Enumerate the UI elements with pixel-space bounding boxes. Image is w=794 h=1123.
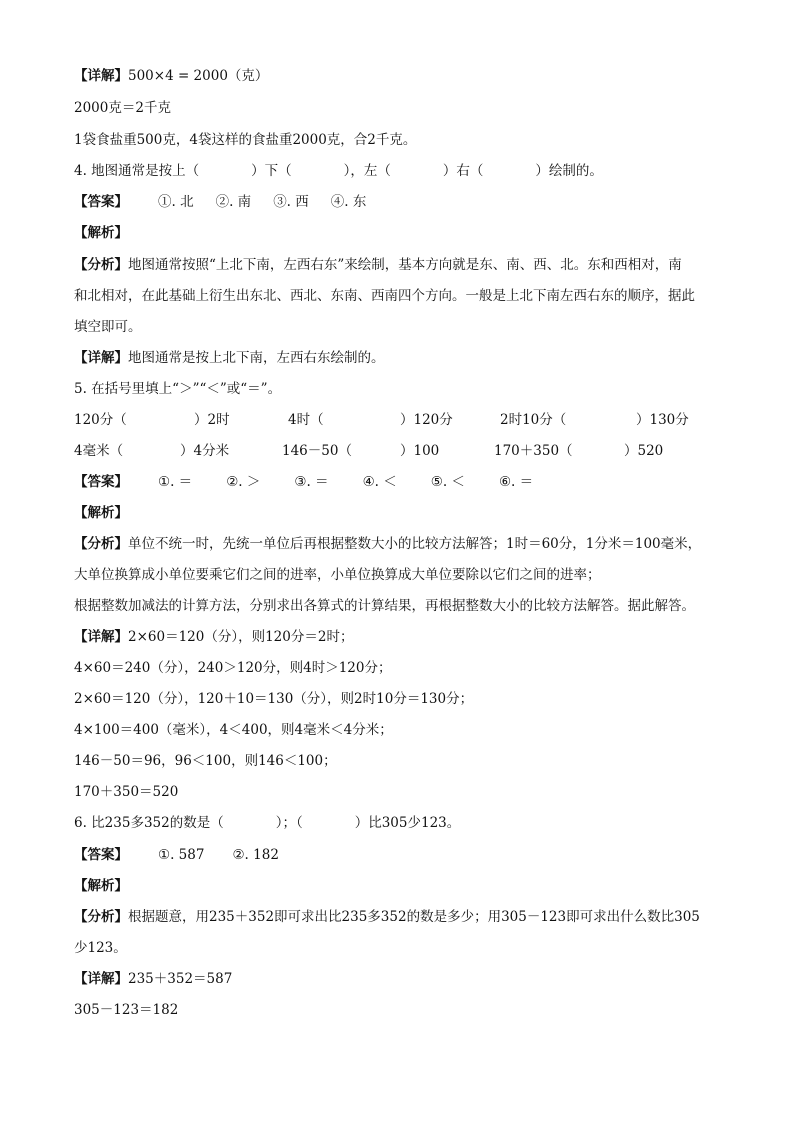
detail-tag: 【详解】	[74, 971, 128, 987]
q4-stem-part: ）右（	[442, 163, 484, 179]
q5-fenxi-1	[74, 534, 701, 554]
q5-item: ）2时	[194, 412, 230, 428]
q6-stem-part: 6. 比235多352的数是（	[74, 815, 224, 831]
answer-item: ③. 西	[273, 194, 309, 210]
q5-item: ）4分米	[180, 443, 230, 459]
detail-tag: 【详解】	[74, 68, 128, 84]
q5-item: 4时（	[288, 412, 324, 428]
q4-stem	[74, 161, 603, 181]
q4-fenxi-2: 和北相对，在此基础上衍生出东北、西北、东南、西南四个方向。一般是上北下南左西右东的顺序，据此	[74, 288, 695, 304]
q4-fenxi-3: 填空即可。	[74, 319, 142, 335]
q6-stem-part: ）；（	[275, 815, 303, 831]
q5-item: ）520	[624, 443, 664, 459]
analysis-tag: 【解析】	[74, 505, 128, 521]
q6-fenxi-2: 少123。	[74, 940, 127, 956]
answer-item: ②. 南	[215, 194, 252, 210]
q5-fenxi-2: 大单位换算成小单位要乘它们之间的进率，小单位换算成大单位要除以它们之间的进率；	[74, 567, 601, 583]
q6-fenxi-1	[74, 907, 700, 927]
answer-tag: 【答案】	[74, 194, 128, 210]
q3-detail-text: 500×4 = 2000（克）	[128, 68, 269, 84]
q5-stem: 5. 在括号里填上“＞”“＜”或“＝”。	[74, 381, 282, 397]
detail-tag: 【详解】	[74, 629, 128, 645]
answer-item: ①. 587	[158, 847, 205, 863]
q6-fenxi-text: 根据题意，用235＋352即可求出比235多352的数是多少；用305－123即可求出什么数比305	[128, 909, 700, 925]
q3-line-3: 1袋食盐重500克，4袋这样的食盐重2000克，合2千克。	[74, 132, 417, 148]
answer-item: ⑤. ＜	[430, 474, 465, 490]
q5-item: ）120分	[400, 412, 453, 428]
analysis-tag: 【解析】	[74, 225, 128, 241]
q5-fenxi-text: 单位不统一时，先统一单位后再根据整数大小的比较方法解答；1时＝60分，1分米＝100毫米，	[128, 536, 702, 552]
answer-item: ④. 东	[330, 194, 367, 210]
q5-detail-5: 146－50＝96，96＜100，则146＜100；	[74, 753, 337, 769]
q5-item: ）130分	[636, 412, 689, 428]
answer-item: ①. ＝	[158, 474, 193, 490]
q5-item: 2时10分（	[500, 412, 567, 428]
q5-detail-2: 4×60＝240（分），240＞120分，则4时＞120分；	[74, 660, 392, 676]
answer-tag: 【答案】	[74, 847, 128, 863]
q5-item: 146－50（	[282, 443, 352, 459]
fenxi-tag: 【分析】	[74, 257, 128, 273]
q4-answer-line	[74, 192, 388, 212]
q5-item: 4毫米（	[74, 443, 124, 459]
q4-fenxi-1	[74, 255, 682, 275]
answer-item: ②. ＞	[226, 474, 261, 490]
q6-stem-part: ）比305少123。	[354, 815, 461, 831]
q5-detail-3: 2×60＝120（分），120＋10＝130（分），则2时10分＝130分；	[74, 691, 474, 707]
fenxi-tag: 【分析】	[74, 536, 128, 552]
answer-item: ①. 北	[158, 194, 194, 210]
q5-detail-6: 170＋350＝520	[74, 784, 179, 800]
q5-item: 120分（	[74, 412, 127, 428]
answer-item: ③. ＝	[294, 474, 329, 490]
q6-detail-line	[74, 969, 232, 989]
q5-detail-4: 4×100＝400（毫米），4＜400，则4毫米＜4分米；	[74, 722, 393, 738]
q5-answer-line	[74, 472, 555, 492]
answer-item: ⑥. ＝	[498, 474, 534, 490]
q6-detail-text: 235＋352＝587	[128, 971, 233, 987]
q5-item: 170＋350（	[494, 443, 573, 459]
detail-tag: 【详解】	[74, 350, 128, 366]
answer-tag: 【答案】	[74, 474, 128, 490]
q5-detail-text: 2×60＝120（分），则120分＝2时；	[128, 629, 354, 645]
q4-stem-part: ）下（	[251, 163, 292, 179]
q4-stem-part: ）绘制的。	[535, 163, 603, 179]
q3-line-2: 2000克＝2千克	[74, 100, 171, 116]
answer-item: ④. ＜	[362, 474, 397, 490]
q5-item: ）100	[400, 443, 440, 459]
fenxi-tag: 【分析】	[74, 909, 128, 925]
q3-detail-line	[74, 66, 268, 86]
analysis-tag: 【解析】	[74, 878, 128, 894]
q6-stem	[74, 813, 460, 833]
q4-detail-line	[74, 348, 385, 368]
answer-item: ②. 182	[232, 847, 279, 863]
q6-detail-2: 305－123＝182	[74, 1002, 179, 1018]
q4-stem-part: ），左（	[343, 163, 391, 179]
q4-fenxi-text: 地图通常按照“上北下南，左西右东”来绘制，基本方向就是东、南、西、北。东和西相对，南	[128, 257, 682, 273]
q4-detail-text: 地图通常是按上北下南，左西右东绘制的。	[128, 350, 385, 366]
q5-detail-line	[74, 627, 353, 647]
q4-stem-part: 4. 地图通常是按上（	[74, 163, 200, 179]
q6-answer-line	[74, 845, 301, 865]
q5-fenxi-3: 根据整数加减法的计算方法，分别求出各算式的计算结果，再根据整数大小的比较方法解答。据此解答。	[74, 598, 695, 614]
